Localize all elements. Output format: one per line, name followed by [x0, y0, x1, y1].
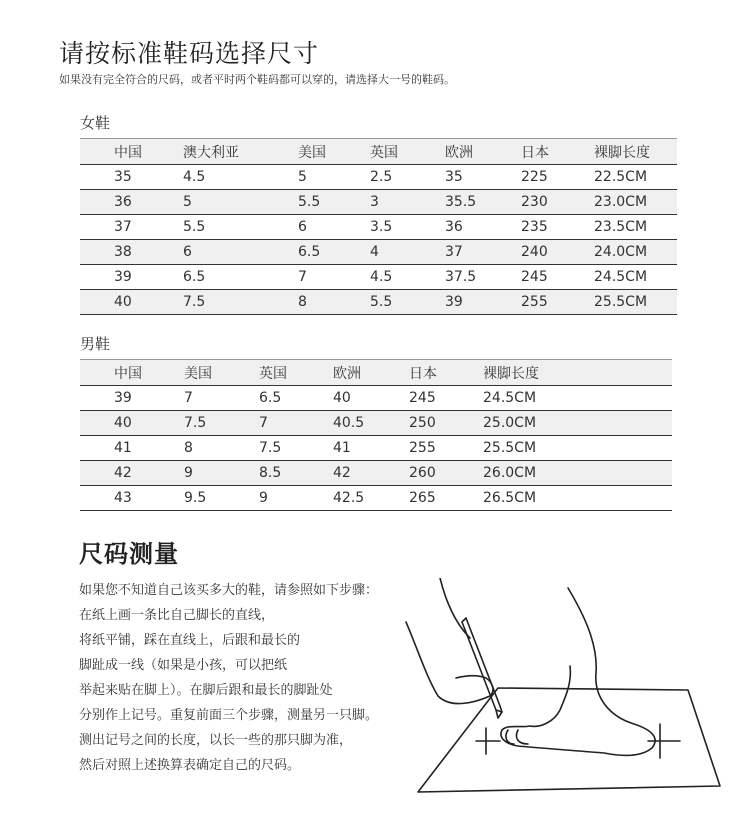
table-cell: 23.5CM: [560, 215, 677, 240]
table-cell: 24.5CM: [449, 386, 672, 411]
table-cell: 5.5: [264, 190, 336, 215]
table-cell: 25.0CM: [449, 411, 672, 436]
table-cell: 42.5: [299, 486, 375, 511]
table-cell: 38: [80, 240, 149, 265]
table-cell: 24.0CM: [560, 240, 677, 265]
table-cell: 41: [299, 436, 375, 461]
table-cell: 42: [80, 461, 150, 486]
instruction-line: 分别作上记号。重复前面三个步骤，测量另一只脚。: [79, 708, 379, 723]
table-cell: 26.5CM: [449, 486, 672, 511]
women-col-header: 日本: [487, 139, 560, 165]
table-row: [80, 190, 677, 215]
men-col-header: 欧洲: [299, 360, 375, 386]
women-col-header: 裸脚长度: [560, 139, 677, 165]
table-cell: 8.5: [225, 461, 299, 486]
table-row: [80, 386, 672, 411]
instruction-line: 测出记号之间的长度，以长一些的那只脚为准，: [79, 733, 353, 748]
instruction-line: 将纸平铺，踩在直线上，后跟和最长的: [79, 633, 301, 648]
table-cell: 39: [80, 386, 150, 411]
table-cell: 39: [80, 265, 149, 290]
heel-mark: [648, 724, 680, 758]
table-row: [80, 165, 677, 190]
table-cell: 24.5CM: [560, 265, 677, 290]
table-cell: 225: [487, 165, 560, 190]
table-cell: 265: [375, 486, 449, 511]
table-cell: 36: [411, 215, 487, 240]
men-col-header: 英国: [225, 360, 299, 386]
instruction-line: 如果您不知道自己该买多大的鞋，请参照如下步骤：: [79, 583, 379, 598]
table-row: [80, 215, 677, 240]
table-cell: 43: [80, 486, 150, 511]
table-cell: 6: [264, 215, 336, 240]
women-header-row: [80, 139, 677, 165]
women-col-header: 中国: [80, 139, 149, 165]
table-cell: 6.5: [225, 386, 299, 411]
table-cell: 23.0CM: [560, 190, 677, 215]
instruction-line: 然后对照上述换算表确定自己的尺码。: [79, 758, 301, 773]
page-title: 请按标准鞋码选择尺寸: [59, 39, 320, 68]
table-cell: 35.5: [411, 190, 487, 215]
table-cell: 230: [487, 190, 560, 215]
table-cell: 250: [375, 411, 449, 436]
table-cell: 8: [264, 290, 336, 315]
foot-measuring-illustration: [398, 578, 733, 798]
table-cell: 25.5CM: [560, 290, 677, 315]
table-cell: 255: [375, 436, 449, 461]
instruction-line: 脚趾成一线（如果是小孩，可以把纸: [79, 658, 288, 673]
pen: [462, 618, 502, 712]
table-cell: 260: [375, 461, 449, 486]
table-cell: 37: [80, 215, 149, 240]
table-cell: 9: [225, 486, 299, 511]
table-cell: 5.5: [149, 215, 264, 240]
women-col-header: 澳大利亚: [149, 139, 264, 165]
table-row: [80, 486, 672, 511]
table-cell: 4.5: [336, 265, 411, 290]
table-row: [80, 265, 677, 290]
instruction-line: 举起来贴在脚上）。在脚后跟和最长的脚趾处: [79, 683, 333, 698]
table-cell: 5: [264, 165, 336, 190]
table-cell: 4.5: [149, 165, 264, 190]
table-row: [80, 411, 672, 436]
toe-lines: [506, 730, 528, 744]
women-section-label: 女鞋: [80, 114, 111, 132]
measure-title: 尺码测量: [79, 540, 179, 568]
table-cell: 40: [299, 386, 375, 411]
table-cell: 240: [487, 240, 560, 265]
women-col-header: 美国: [264, 139, 336, 165]
table-cell: 8: [150, 436, 225, 461]
measure-instructions: [79, 578, 378, 778]
table-cell: 3.5: [336, 215, 411, 240]
table-row: [80, 240, 677, 265]
table-cell: 5.5: [336, 290, 411, 315]
page-subtitle: 如果没有完全符合的尺码，或者平时两个鞋码都可以穿的，请选择大一号的鞋码。: [59, 73, 455, 86]
table-cell: 36: [80, 190, 149, 215]
table-cell: 26.0CM: [449, 461, 672, 486]
table-cell: 7: [150, 386, 225, 411]
table-cell: 40: [80, 411, 150, 436]
men-size-table: [80, 359, 672, 511]
table-row: [80, 436, 672, 461]
table-cell: 3: [336, 190, 411, 215]
women-size-table: [80, 138, 677, 315]
table-cell: 41: [80, 436, 150, 461]
table-row: [80, 290, 677, 315]
table-cell: 5: [149, 190, 264, 215]
instruction-line: 在纸上画一条比自己脚长的直线，: [79, 608, 275, 623]
men-col-header: 裸脚长度: [449, 360, 672, 386]
table-cell: 9: [150, 461, 225, 486]
table-cell: 9.5: [150, 486, 225, 511]
table-cell: 2.5: [336, 165, 411, 190]
men-section-label: 男鞋: [80, 335, 111, 353]
table-cell: 7.5: [150, 411, 225, 436]
table-cell: 4: [336, 240, 411, 265]
foot-outline: [501, 588, 655, 755]
men-header-row: [80, 360, 672, 386]
table-cell: 37.5: [411, 265, 487, 290]
table-cell: 7: [264, 265, 336, 290]
table-cell: 37: [411, 240, 487, 265]
table-row: [80, 461, 672, 486]
table-cell: 245: [487, 265, 560, 290]
table-cell: 25.5CM: [449, 436, 672, 461]
women-col-header: 英国: [336, 139, 411, 165]
table-cell: 40: [80, 290, 149, 315]
men-col-header: 日本: [375, 360, 449, 386]
table-cell: 6.5: [264, 240, 336, 265]
table-cell: 235: [487, 215, 560, 240]
table-cell: 6: [149, 240, 264, 265]
table-cell: 42: [299, 461, 375, 486]
table-cell: 255: [487, 290, 560, 315]
toe-mark: [476, 728, 500, 754]
table-cell: 35: [411, 165, 487, 190]
table-cell: 22.5CM: [560, 165, 677, 190]
table-cell: 40.5: [299, 411, 375, 436]
table-cell: 7.5: [225, 436, 299, 461]
table-cell: 6.5: [149, 265, 264, 290]
men-col-header: 中国: [80, 360, 150, 386]
table-cell: 35: [80, 165, 149, 190]
men-col-header: 美国: [150, 360, 225, 386]
table-cell: 39: [411, 290, 487, 315]
hand-outline: [406, 622, 493, 704]
table-cell: 245: [375, 386, 449, 411]
table-cell: 7: [225, 411, 299, 436]
table-cell: 7.5: [149, 290, 264, 315]
women-col-header: 欧洲: [411, 139, 487, 165]
